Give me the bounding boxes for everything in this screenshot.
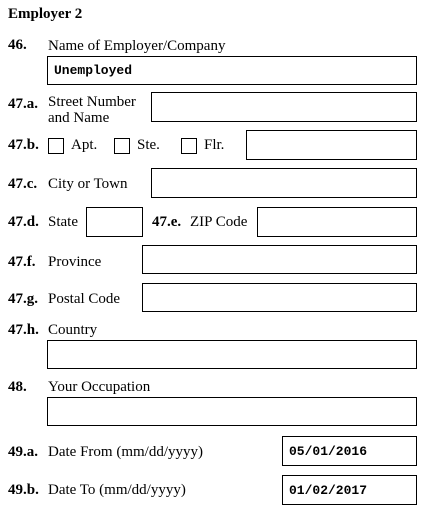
q49b-number: 49.b. <box>8 482 39 498</box>
q47d-number: 47.d. <box>8 214 39 230</box>
apt-checkbox[interactable] <box>48 138 64 154</box>
q49a-number: 49.a. <box>8 444 38 460</box>
unit-number-field[interactable] <box>246 130 417 160</box>
employer-name-label: Name of Employer/Company <box>48 38 226 54</box>
q47e-number: 47.e. <box>152 214 182 230</box>
q47b-number: 47.b. <box>8 137 39 153</box>
apt-label: Apt. <box>71 137 98 153</box>
postal-code-field[interactable] <box>142 283 417 312</box>
q47c-number: 47.c. <box>8 176 38 192</box>
date-to-field[interactable]: 01/02/2017 <box>282 475 417 505</box>
state-field[interactable] <box>86 207 143 237</box>
province-field[interactable] <box>142 245 417 274</box>
occupation-field[interactable] <box>47 397 417 426</box>
street-label-line2: and Name <box>48 110 110 126</box>
q48-number: 48. <box>8 379 27 395</box>
date-from-label: Date From (mm/dd/yyyy) <box>48 444 203 460</box>
q46-number: 46. <box>8 37 27 53</box>
ste-checkbox[interactable] <box>114 138 130 154</box>
zip-field[interactable] <box>257 207 417 237</box>
employer-name-field[interactable]: Unemployed <box>47 56 417 85</box>
q47g-number: 47.g. <box>8 291 38 307</box>
date-from-field[interactable]: 05/01/2016 <box>282 436 417 466</box>
section-title: Employer 2 <box>8 6 83 22</box>
q47a-number: 47.a. <box>8 96 38 112</box>
city-label: City or Town <box>48 176 128 192</box>
q47h-number: 47.h. <box>8 322 39 338</box>
province-label: Province <box>48 254 102 270</box>
flr-label: Flr. <box>204 137 225 153</box>
occupation-label: Your Occupation <box>48 379 151 395</box>
street-label-line1: Street Number <box>48 94 136 110</box>
country-label: Country <box>48 322 98 338</box>
zip-label: ZIP Code <box>190 214 248 230</box>
country-field[interactable] <box>47 340 417 369</box>
q47f-number: 47.f. <box>8 254 36 270</box>
postal-code-label: Postal Code <box>48 291 121 307</box>
flr-checkbox[interactable] <box>181 138 197 154</box>
city-field[interactable] <box>151 168 417 198</box>
date-to-label: Date To (mm/dd/yyyy) <box>48 482 186 498</box>
street-field[interactable] <box>151 92 417 122</box>
ste-label: Ste. <box>137 137 160 153</box>
state-label: State <box>48 214 78 230</box>
